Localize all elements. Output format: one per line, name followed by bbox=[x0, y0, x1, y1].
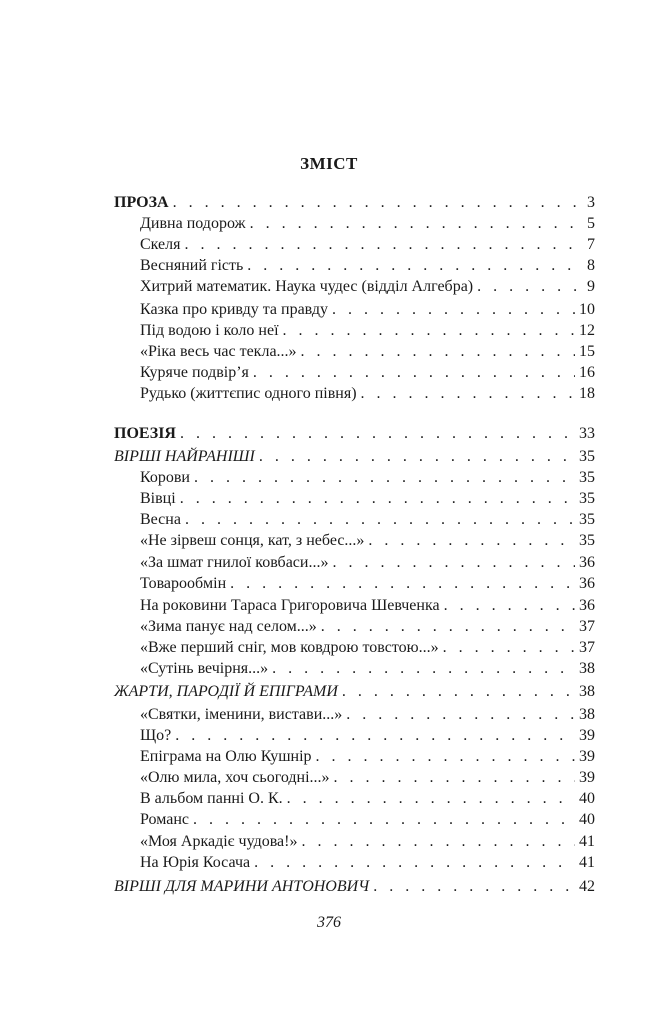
dot-leader bbox=[443, 637, 575, 658]
toc-entry-title: Дивна подорож bbox=[140, 215, 246, 232]
dot-leader bbox=[180, 423, 575, 444]
toc-entry-page: 41 bbox=[579, 854, 595, 871]
toc-entry-title: «Моя Аркадіє чудова!» bbox=[140, 833, 298, 850]
dot-leader bbox=[373, 876, 575, 897]
dot-leader bbox=[180, 488, 575, 509]
dot-leader bbox=[342, 681, 575, 702]
toc-entry-page: 38 bbox=[579, 660, 595, 677]
toc-entry bbox=[140, 276, 595, 297]
toc-entry-page: 36 bbox=[579, 554, 595, 571]
toc-entry-page: 35 bbox=[579, 532, 595, 549]
toc-entry-title: Епіграма на Олю Кушнір bbox=[140, 748, 312, 765]
toc-entry-page: 35 bbox=[579, 448, 595, 465]
toc-entry-page: 15 bbox=[579, 343, 595, 360]
toc-entry-page: 41 bbox=[579, 833, 595, 850]
toc-entry-page: 36 bbox=[579, 597, 595, 614]
toc-entry bbox=[140, 746, 595, 767]
toc-entry-title: Куряче подвір’я bbox=[140, 364, 249, 381]
dot-leader bbox=[346, 704, 575, 725]
toc-entry-page: 38 bbox=[579, 706, 595, 723]
toc-entry bbox=[140, 637, 595, 658]
toc-section-entry bbox=[114, 446, 595, 467]
toc-entry-title: «Сутінь вечірня...» bbox=[140, 660, 269, 677]
toc-entry-title: «Вже перший сніг, мов ковдрою товстою...» bbox=[140, 639, 439, 656]
toc-entry-page: 9 bbox=[587, 278, 595, 295]
toc-entry-title: В альбом панні О. К. bbox=[140, 790, 283, 807]
toc-entry-title: Хитрий математик. Наука чудес (відділ Алгебра) bbox=[140, 278, 474, 295]
dot-leader bbox=[193, 809, 575, 830]
toc-entry bbox=[140, 213, 595, 234]
toc-entry-title: ПОЕЗІЯ bbox=[114, 425, 176, 442]
toc-entry bbox=[140, 509, 595, 530]
toc-entry-title: Весна bbox=[140, 511, 181, 528]
toc-entry-title: Рудько (життєпис одного півня) bbox=[140, 385, 357, 402]
toc-entry-page: 35 bbox=[579, 469, 595, 486]
toc-section-entry bbox=[114, 423, 595, 444]
dot-leader bbox=[332, 299, 575, 320]
toc-entry-title: На Юрія Косача bbox=[140, 854, 251, 871]
dot-leader bbox=[230, 573, 575, 594]
toc-entry-title: ЖАРТИ, ПАРОДІЇ Й ЕПІГРАМИ bbox=[114, 683, 338, 700]
toc-entry-page: 18 bbox=[579, 385, 595, 402]
toc-entry-page: 39 bbox=[579, 769, 595, 786]
toc-entry-page: 40 bbox=[579, 790, 595, 807]
toc-entry bbox=[140, 725, 595, 746]
toc-entry bbox=[140, 530, 595, 551]
toc-entry-title: ВІРШІ НАЙРАНІШІ bbox=[114, 448, 255, 465]
dot-leader bbox=[175, 725, 575, 746]
toc-entry bbox=[140, 488, 595, 509]
toc-entry-title: Вівці bbox=[140, 490, 176, 507]
toc-entry-page: 35 bbox=[579, 490, 595, 507]
dot-leader bbox=[259, 446, 575, 467]
toc-entry-title: «Зима панує над селом...» bbox=[140, 618, 317, 635]
toc-entry-title: «Святки, іменини, вистави...» bbox=[140, 706, 343, 723]
toc-entry bbox=[140, 320, 595, 341]
toc-entry-title: На роковини Тараса Григоровича Шевченка bbox=[140, 597, 440, 614]
toc-heading: ЗМІСТ bbox=[300, 154, 358, 173]
toc-entry-title: «Олю мила, хоч сьогодні...» bbox=[140, 769, 330, 786]
dot-leader bbox=[477, 276, 583, 297]
toc-entry bbox=[140, 552, 595, 573]
toc-entry-page: 39 bbox=[579, 748, 595, 765]
toc-entry bbox=[140, 467, 595, 488]
toc-entry-title: Товарообмін bbox=[140, 575, 227, 592]
toc-entry bbox=[140, 255, 595, 276]
dot-leader bbox=[247, 255, 583, 276]
toc-entry-title: Романс bbox=[140, 811, 189, 828]
dot-leader bbox=[185, 509, 575, 530]
dot-leader bbox=[287, 788, 575, 809]
dot-leader bbox=[301, 831, 575, 852]
toc-entry-page: 7 bbox=[587, 236, 595, 253]
toc-entry bbox=[140, 767, 595, 788]
toc-entry bbox=[140, 831, 595, 852]
toc-entry bbox=[140, 704, 595, 725]
toc-entry-page: 16 bbox=[579, 364, 595, 381]
dot-leader bbox=[301, 341, 575, 362]
toc-entry-title: Що? bbox=[140, 727, 172, 744]
toc-entry-title: Казка про кривду та правду bbox=[140, 301, 328, 318]
toc-entry bbox=[140, 362, 595, 383]
toc-entry-page: 39 bbox=[579, 727, 595, 744]
toc-entry-title: ВІРШІ ДЛЯ МАРИНИ АНТОНОВИЧ bbox=[114, 878, 370, 895]
page-number: 376 bbox=[317, 914, 341, 931]
dot-leader bbox=[194, 467, 575, 488]
toc-entry bbox=[140, 658, 595, 679]
toc-section-entry bbox=[114, 192, 595, 213]
toc-entry-page: 36 bbox=[579, 575, 595, 592]
toc-entry-page: 37 bbox=[579, 618, 595, 635]
toc-entry-page: 38 bbox=[579, 683, 595, 700]
toc-entry-title: Корови bbox=[140, 469, 190, 486]
dot-leader bbox=[173, 192, 583, 213]
toc-entry-page: 3 bbox=[587, 194, 595, 211]
toc-entry bbox=[140, 788, 595, 809]
dot-leader bbox=[444, 595, 575, 616]
toc-entry-title: ПРОЗА bbox=[114, 194, 169, 211]
toc-entry-page: 40 bbox=[579, 811, 595, 828]
dot-leader bbox=[334, 767, 575, 788]
dot-leader bbox=[272, 658, 575, 679]
dot-leader bbox=[250, 213, 583, 234]
toc-entry-title: «Ріка весь час текла...» bbox=[140, 343, 297, 360]
toc-entry bbox=[140, 852, 595, 873]
toc-entry bbox=[140, 595, 595, 616]
toc-entry-page: 35 bbox=[579, 511, 595, 528]
toc-entry-page: 37 bbox=[579, 639, 595, 656]
toc-entry-title: Скеля bbox=[140, 236, 181, 253]
toc-entry bbox=[140, 234, 595, 255]
dot-leader bbox=[253, 362, 575, 383]
toc-entry bbox=[140, 573, 595, 594]
toc-entry bbox=[140, 616, 595, 637]
toc-section-entry bbox=[114, 681, 595, 702]
dot-leader bbox=[254, 852, 575, 873]
toc-entry-title: «Не зірвеш сонця, кат, з небес...» bbox=[140, 532, 365, 549]
toc-entry-title: «За шмат гнилої ковбаси...» bbox=[140, 554, 329, 571]
dot-leader bbox=[316, 746, 575, 767]
toc-entry bbox=[140, 809, 595, 830]
toc-entry-page: 5 bbox=[587, 215, 595, 232]
dot-leader bbox=[368, 530, 575, 551]
toc-entry-page: 12 bbox=[579, 322, 595, 339]
toc-entry bbox=[140, 383, 595, 404]
dot-leader bbox=[321, 616, 575, 637]
toc-entry-page: 10 bbox=[579, 301, 595, 318]
toc-entry-page: 33 bbox=[579, 425, 595, 442]
toc-entry-page: 42 bbox=[579, 878, 595, 895]
toc-section-entry bbox=[114, 876, 595, 897]
dot-leader bbox=[361, 383, 575, 404]
toc-entry bbox=[140, 299, 595, 320]
toc-entry-page: 8 bbox=[587, 257, 595, 274]
dot-leader bbox=[332, 552, 575, 573]
toc-entry-title: Весняний гість bbox=[140, 257, 244, 274]
dot-leader bbox=[185, 234, 584, 255]
toc-entry bbox=[140, 341, 595, 362]
dot-leader bbox=[283, 320, 575, 341]
toc-entry-title: Під водою і коло неї bbox=[140, 322, 279, 339]
